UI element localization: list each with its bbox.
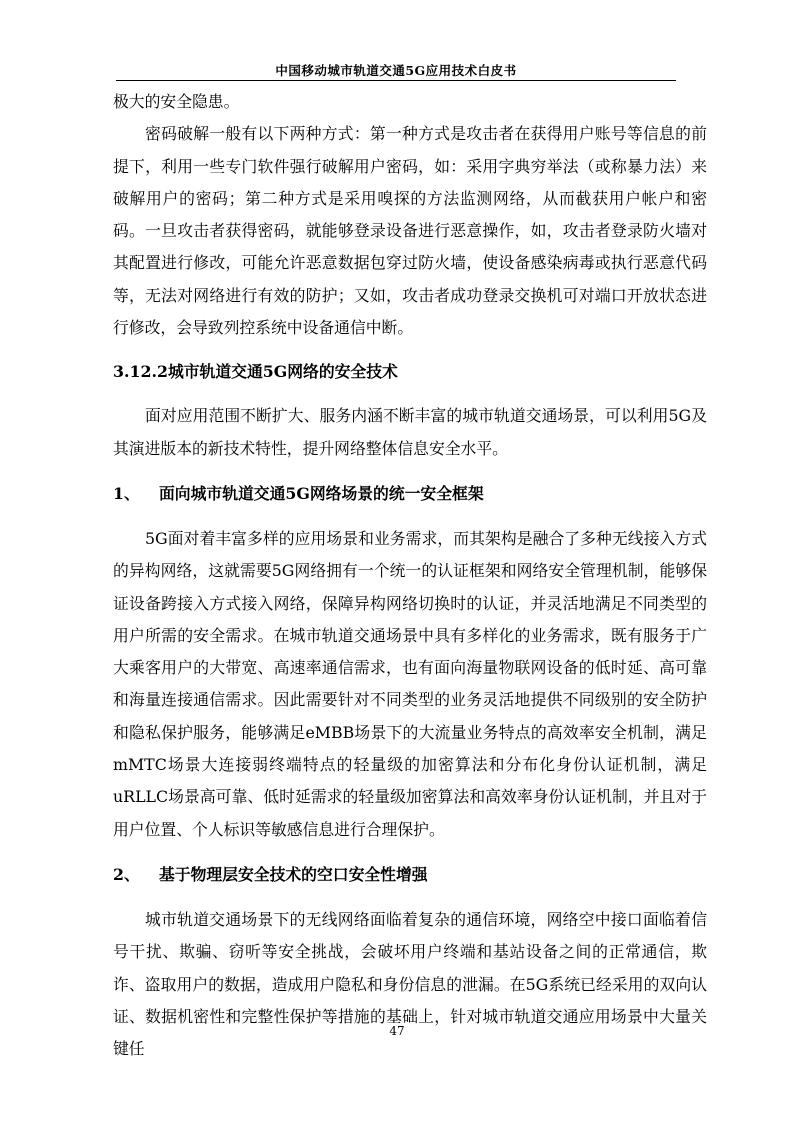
subheading-1-title: 面向城市轨道交通5G网络场景的统一安全框架	[159, 483, 484, 503]
section-heading: 3.12.2城市轨道交通5G网络的安全技术	[113, 362, 398, 382]
header-rule	[116, 80, 676, 81]
page-body	[113, 86, 707, 1065]
subheading-2-number: 2、	[113, 864, 140, 884]
running-header: 中国移动城市轨道交通5G应用技术白皮书	[275, 63, 517, 78]
subheading-1	[113, 478, 707, 510]
paragraph-password-cracking: 密码破解一般有以下两种方式：第一种方式是攻击者在获得用户账号等信息的前提下，利用一些专门软件强行破解用户密码，如：采用字典穷举法（或称暴力法）来破解用户的密码；第二种方式是采用嗅探的方法监测网络，从而截获用户帐户和密码。一旦攻击者获得密码，就能够登录设备进行恶意操作，如，攻击者登录防火墙对其配置进行修改，可能允许恶意数据包穿过防火墙，使设备感染病毒或执行恶意代码等，无法对网络进行有效的防护；又如，攻击者成功登录交换机可对端口开放状态进行修改，会导致列控系统中设备通信中断。	[113, 124, 707, 338]
subheading-1-number: 1、	[113, 483, 140, 503]
paragraph-air-interface: 城市轨道交通场景下的无线网络面临着复杂的通信环境，网络空中接口面临着信号干扰、欺骗、窃听等安全挑战，会破坏用户终端和基站设备之间的正常通信，欺诈、盗取用户的数据，造成用户隐私和身份信息的泄漏。在5G系统已经采用的双向认证、数据机密性和完整性保护等措施的基础上，针对城市轨道交通应用场景中大量关键任	[113, 909, 707, 1059]
paragraph-unified-framework: 5G面对着丰富多样的应用场景和业务需求，而其架构是融合了多种无线接入方式的异构网络，这就需要5G网络拥有一个统一的认证框架和网络安全管理机制，能够保证设备跨接入方式接入网络，保障异构网络切换时的认证，并灵活地满足不同类型的用户所需的安全需求。在城市轨道交通场景中具有多样化的业务需求，既有服务于广大乘客用户的大带宽、高速率通信需求，也有面向海量物联网设备的低时延、高可靠和海量连接通信需求。因此需要针对不同类型的业务灵活地提供不同级别的安全防护和隐私保护服务，能够满足eMBB场景下的大流量业务特点的高效率安全机制，满足mMTC场景大连接弱终端特点的轻量级的加密算法和分布化身份认证机制，满足uRLLC场景高可靠、低时延需求的轻量级加密算法和高效率身份认证机制，并且对于用户位置、个人标识等敏感信息进行合理保护。	[113, 528, 707, 839]
page-number: 47	[389, 1024, 405, 1038]
subheading-2-title: 基于物理层安全技术的空口安全性增强	[159, 864, 428, 884]
subheading-2	[113, 859, 707, 891]
paragraph-continuation: 极大的安全隐患。	[113, 92, 240, 111]
paragraph-intro: 面对应用范围不断扩大、服务内涵不断丰富的城市轨道交通场景，可以利用5G及其演进版本的新技术特性，提升网络整体信息安全水平。	[113, 406, 707, 458]
